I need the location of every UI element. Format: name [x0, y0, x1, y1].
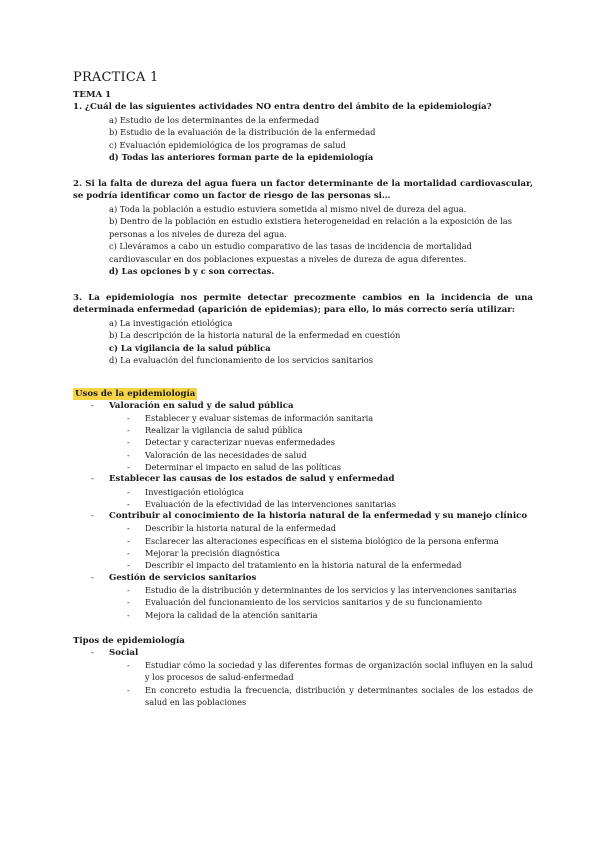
tema-heading: TEMA 1	[73, 90, 112, 100]
list-item-text: Evaluación de la efectividad de las intervenciones sanitarias	[145, 498, 396, 509]
dash-bullet: -	[127, 660, 130, 671]
list-item	[73, 584, 533, 596]
usos-section	[73, 381, 533, 621]
document-page	[73, 70, 533, 708]
dash-bullet: -	[127, 609, 130, 620]
question-text: 1. ¿Cuál de las siguientes actividades NO entra dentro del ámbito de la epidemiología?	[73, 102, 492, 112]
sub-list	[109, 584, 533, 621]
list-item-text: Valoración de las necesidades de salud	[145, 449, 307, 460]
question-text: 2. Si la falta de dureza del agua fuera un factor determinante de la mortalidad cardiovascular, se podría identificar como un factor de riesgo de las personas si…	[73, 178, 533, 201]
list-item	[73, 424, 533, 436]
list-item	[73, 535, 533, 547]
question-text: 3. La epidemiología nos permite detectar precozmente cambios en la incidencia de una determinada enfermedad (aparición de epidemias); para ello, lo más correcto sería utilizar:	[73, 292, 533, 315]
dash-bullet: -	[127, 548, 130, 559]
dash-bullet: -	[127, 449, 130, 460]
list-item	[73, 412, 533, 424]
dash-bullet: -	[127, 498, 130, 509]
dash-bullet: -	[127, 684, 130, 695]
option-correct: d) Todas las anteriores forman parte de la epidemiología	[109, 152, 374, 162]
list-item-text: Determinar el impacto en salud de las políticas	[145, 461, 342, 472]
dash-bullet: -	[127, 584, 130, 595]
option: a) La investigación etiológica	[109, 317, 233, 328]
list-item-text: Esclarecer las alteraciones específicas en el sistema biológico de la persona enferma	[145, 535, 499, 546]
dash-bullet: -	[91, 474, 94, 485]
list-item-text: Estudiar cómo la sociedad y las diferentes formas de organización social influyen en la salud y los procesos de salud-enfermedad	[145, 660, 533, 683]
list-item	[73, 449, 533, 461]
dash-bullet: -	[127, 412, 130, 423]
list-group	[73, 572, 533, 621]
list-item	[73, 559, 533, 571]
tipos-list	[73, 647, 533, 708]
dash-bullet: -	[91, 511, 94, 522]
option: c) Evaluación epidemiológica de los programas de salud	[109, 139, 346, 150]
list-item	[73, 609, 533, 621]
group-label: Establecer las causas de los estados de salud y enfermedad	[109, 474, 395, 485]
list-item	[73, 547, 533, 559]
list-item-text: Mejora la calidad de la atención sanitaria	[145, 609, 318, 620]
usos-heading: Usos de la epidemiología	[75, 388, 196, 399]
question-3	[73, 292, 533, 367]
dash-bullet: -	[127, 486, 130, 497]
list-item-text: Mejorar la precisión diagnóstica	[145, 548, 280, 559]
group-label: Gestión de servicios sanitarios	[109, 572, 257, 583]
group-label: Social	[109, 647, 139, 658]
sub-list	[109, 659, 533, 708]
list-item	[73, 596, 533, 608]
list-item-text: Realizar la vigilancia de salud pública	[145, 425, 303, 436]
list-group	[73, 473, 533, 510]
list-item	[73, 436, 533, 448]
group-label: Contribuir al conocimiento de la historia natural de la enfermedad y su manejo clínico	[109, 511, 528, 522]
dash-bullet: -	[91, 400, 94, 411]
list-item	[73, 684, 533, 709]
list-item-text: Establecer y evaluar sistemas de información sanitaria	[145, 412, 374, 423]
list-group	[73, 510, 533, 571]
list-item	[73, 486, 533, 498]
list-item-text: Describir la historia natural de la enfermedad	[145, 523, 336, 534]
option-correct: c) La vigilancia de la salud pública	[109, 342, 271, 353]
dash-bullet: -	[127, 535, 130, 546]
question-1	[73, 101, 533, 164]
dash-bullet: -	[127, 425, 130, 436]
dash-bullet: -	[127, 560, 130, 571]
sub-list	[109, 522, 533, 571]
list-item	[73, 522, 533, 534]
list-item-text: Estudio de la distribución y determinantes de los servicios y las intervenciones sanitarias	[145, 584, 517, 595]
group-label: Valoración en salud y de salud pública	[109, 400, 294, 411]
list-item	[73, 659, 533, 684]
question-2	[73, 178, 533, 278]
dash-bullet: -	[127, 461, 130, 472]
option: b) Estudio de la evaluación de la distribución de la enfermedad	[109, 127, 376, 137]
dash-bullet: -	[127, 523, 130, 534]
option: a) Estudio de los determinantes de la enfermedad	[109, 114, 320, 125]
dash-bullet: -	[91, 572, 94, 583]
sub-list	[109, 412, 533, 473]
option-correct: d) Las opciones b y c son correctas.	[109, 266, 275, 276]
dash-bullet: -	[91, 647, 94, 658]
option: b) La descripción de la historia natural de la enfermedad en cuestión	[109, 330, 401, 340]
tipos-section	[73, 635, 533, 708]
option: c) Lleváramos a cabo un estudio comparativo de las tasas de incidencia de mortalidad cardiovascular en dos poblaciones expuestas a niveles de dureza de agua diferentes.	[109, 241, 472, 264]
option: a) Toda la población a estudio estuviera sometida al mismo nivel de dureza del agua.	[109, 203, 467, 214]
list-group	[73, 647, 533, 708]
usos-list	[73, 400, 533, 621]
list-item-text: En concreto estudia la frecuencia, distribución y determinantes sociales de los estados de salud en las poblaciones	[145, 684, 533, 708]
list-group	[73, 400, 533, 474]
list-item-text: Investigación etiológica	[145, 486, 244, 497]
list-item-text: Detectar y caracterizar nuevas enfermedades	[145, 437, 335, 448]
list-item	[73, 461, 533, 473]
list-item-text: Evaluación del funcionamiento de los servicios sanitarios y de su funcionamiento	[145, 597, 482, 608]
list-item-text: Describir el impacto del tratamiento en la historia natural de la enfermedad	[145, 560, 462, 571]
dash-bullet: -	[127, 437, 130, 448]
sub-list	[109, 486, 533, 511]
option: b) Dentro de la población en estudio existiera heterogeneidad en relación a la exposición de las personas a los niveles de dureza del agua.	[109, 216, 512, 239]
tipos-heading: Tipos de epidemiología	[73, 635, 185, 646]
list-item	[73, 498, 533, 510]
document-title: PRACTICA 1	[73, 70, 159, 85]
dash-bullet: -	[127, 597, 130, 608]
option: d) La evaluación del funcionamiento de los servicios sanitarios	[109, 355, 374, 365]
